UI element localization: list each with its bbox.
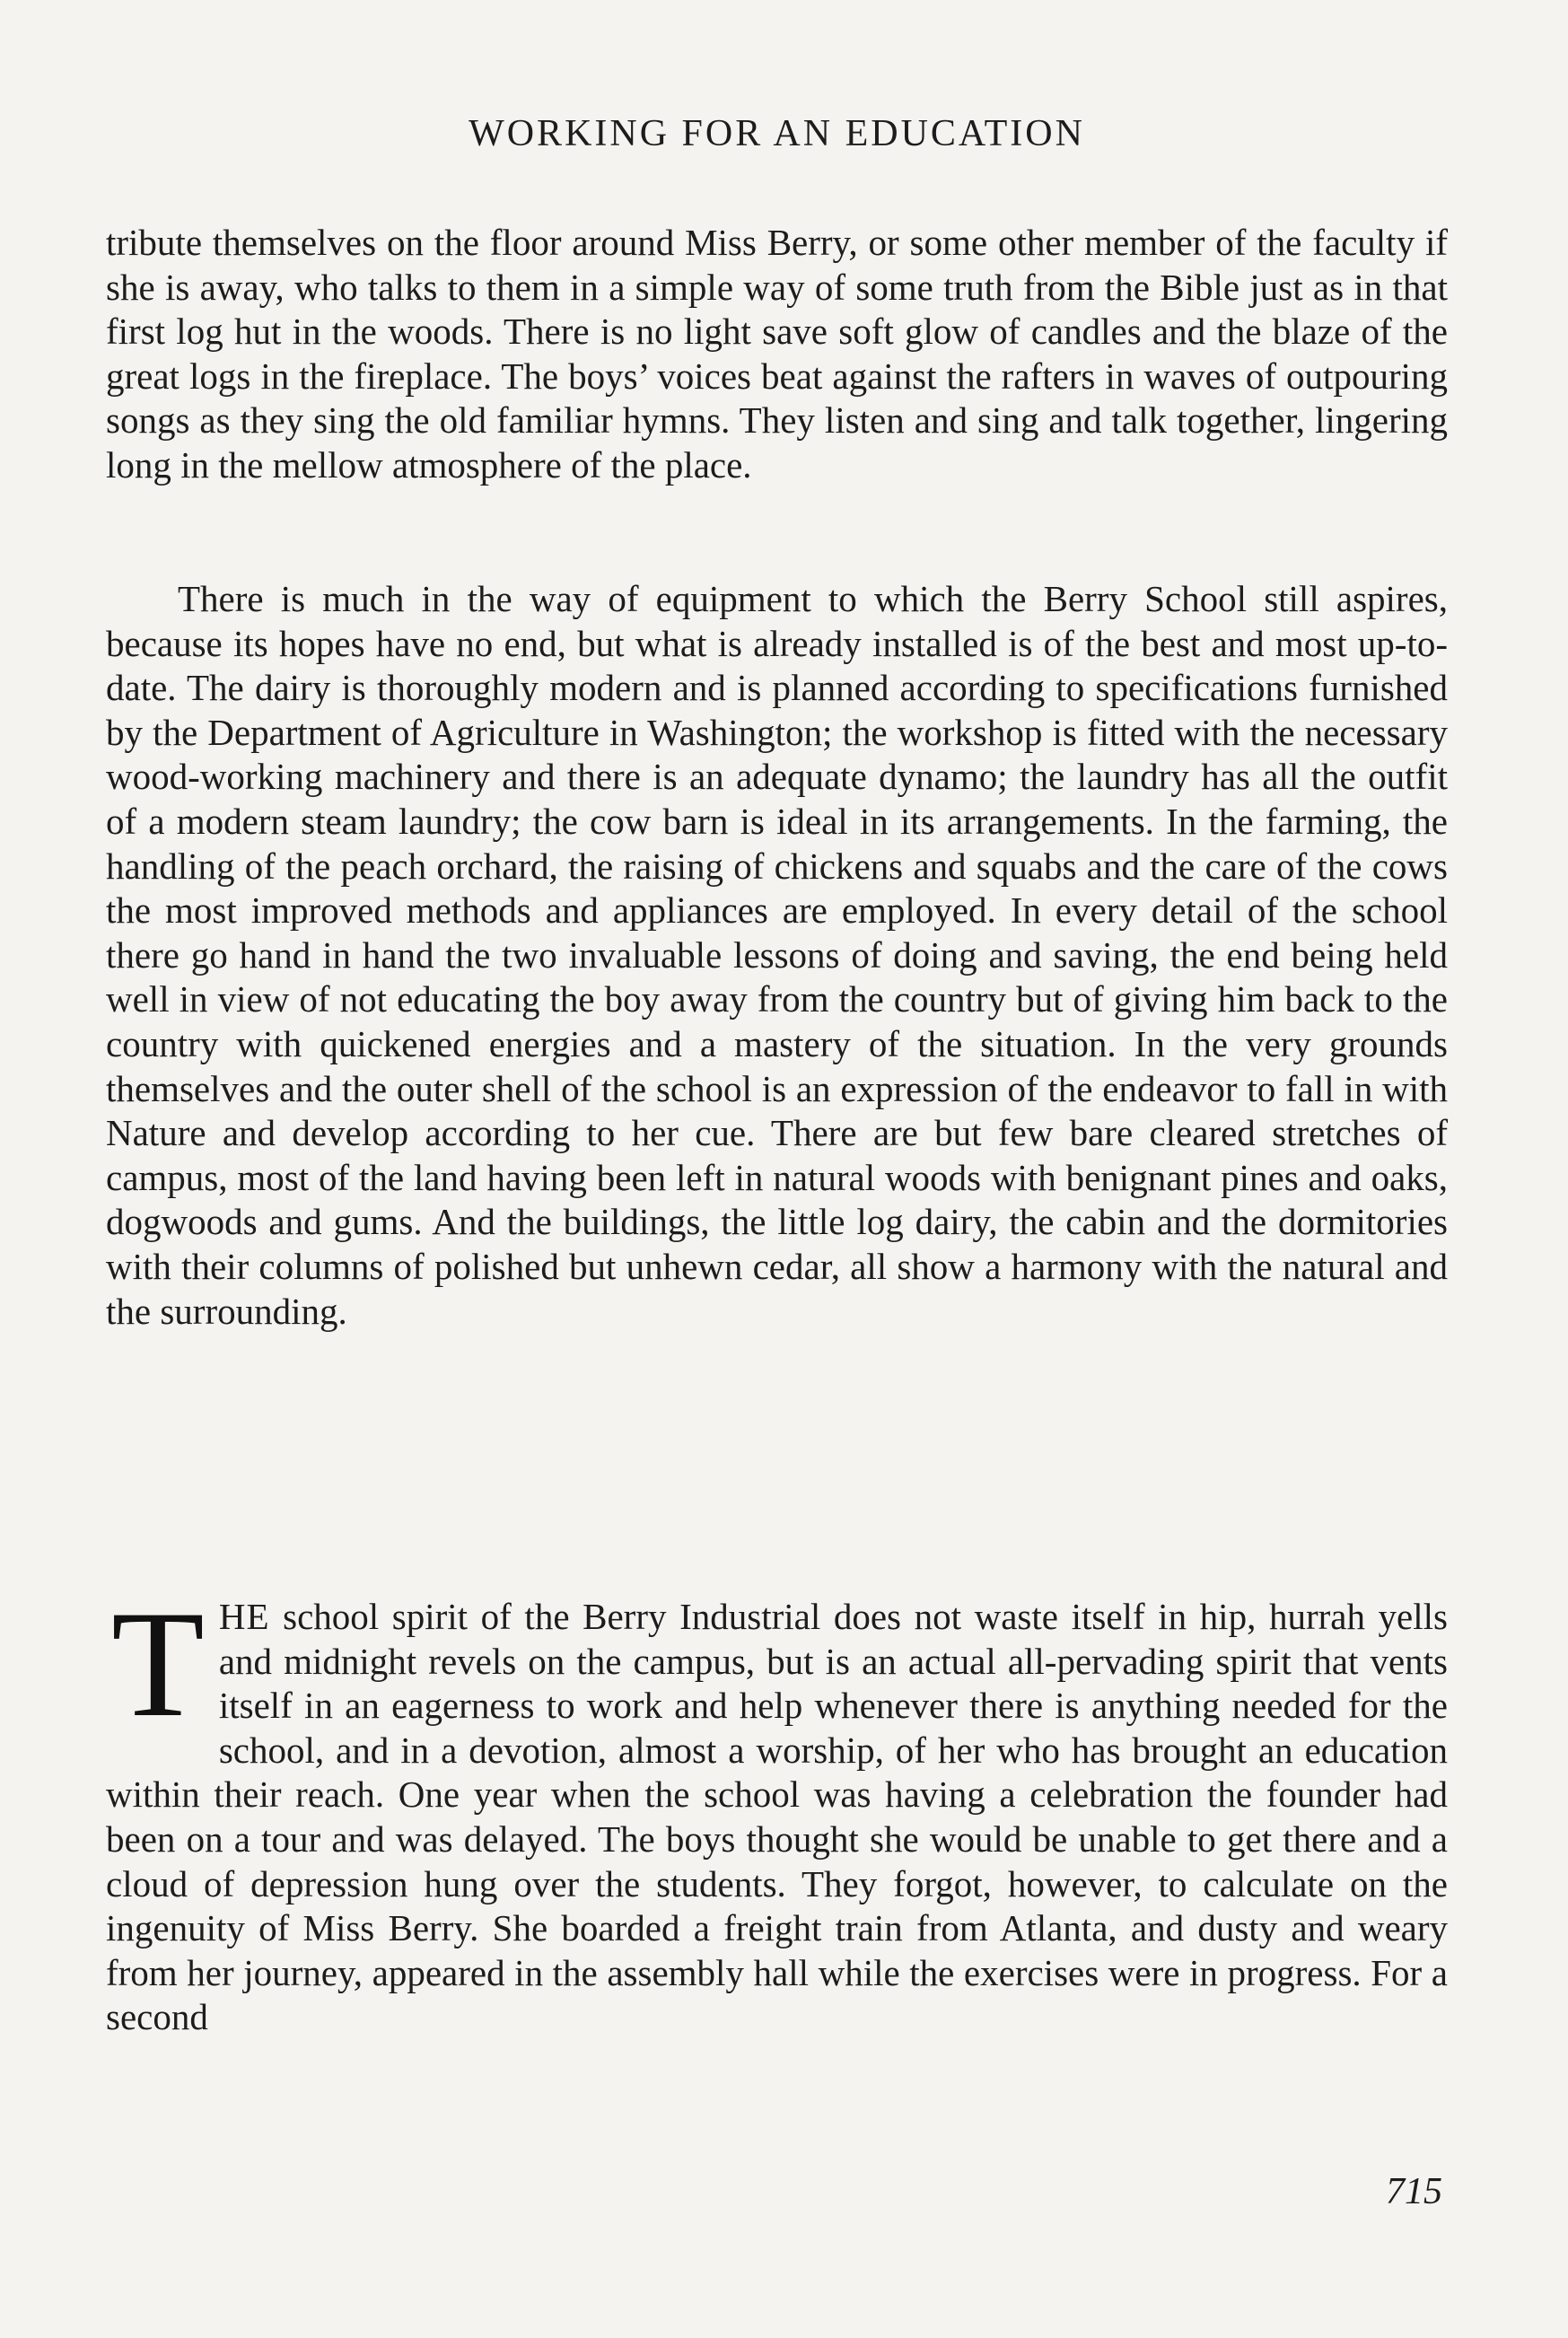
- paragraph-continuation: tribute themselves on the floor around Miss Berry, or some other member of the faculty if she is away, who talks to them in a simple way of some truth from the Bible just as in that first log hut in the woods. There is no light save soft glow of candles and the blaze of the great logs in the fireplace. The boys’ voices beat against the rafters in waves of outpouring songs as they sing the old familiar hymns. They listen and sing and talk together, lingering long in the mellow atmosphere of the place.: [106, 222, 1448, 486]
- page-number: 715: [1386, 2171, 1442, 2212]
- paragraph-school-spirit-text: school spirit of the Berry Industrial does not waste itself in hip, hurrah yells and midnight revels on the campus, but is an actual all-pervading spirit that vents itself in an eagerness to work and help whenever there is anything needed for the school, and in a devotion, almost a worship, of her who has brought an education within their reach. One year when the school was having a celebration the founder had been on a tour and was delayed. The boys thought she would be unable to get there and a cloud of depression hung over the students. They forgot, however, to calculate on the ingenuity of Miss Berry. She boarded a freight train from Atlanta, and dusty and weary from her journey, appeared in the assembly hall while the exercises were in progress. For a second: [106, 1596, 1448, 2038]
- paragraph-equipment: There is much in the way of equipment to which the Berry School still aspires, because its hopes have no end, but what is already installed is of the best and most up-to-date. The dairy is thoroughly modern and is planned according to specifications furnished by the Department of Agriculture in Washington; the workshop is fitted with the necessary wood-working machinery and there is an adequate dynamo; the laundry has all the outfit of a modern steam laundry; the cow barn is ideal in its arrangements. In the farming, the handling of the peach orchard, the raising of chickens and squabs and the care of the cows the most improved methods and appliances are employed. In every detail of the school there go hand in hand the two invaluable lessons of doing and saving, the end being held well in view of not educating the boy away from the country but of giving him back to the country with quickened energies and a mastery of the situation. In the very grounds themselves and the outer shell of the school is an expression of the endeavor to fall in with Nature and develop according to her cue. There are but few bare cleared stretches of campus, most of the land having been left in natural woods with benignant pines and oaks, dogwoods and gums. And the buildings, the little log dairy, the cabin and the dormitories with their columns of polished but unhewn cedar, all show a harmony with the natural and the surrounding.: [106, 578, 1448, 1332]
- drop-cap: T: [111, 1580, 205, 1748]
- book-page: [106, 0, 1448, 2338]
- running-title: WORKING FOR AN EDUCATION: [469, 113, 1085, 154]
- lead-in-caps: HE: [218, 1596, 270, 1637]
- paragraph-school-spirit: [106, 1580, 1448, 2040]
